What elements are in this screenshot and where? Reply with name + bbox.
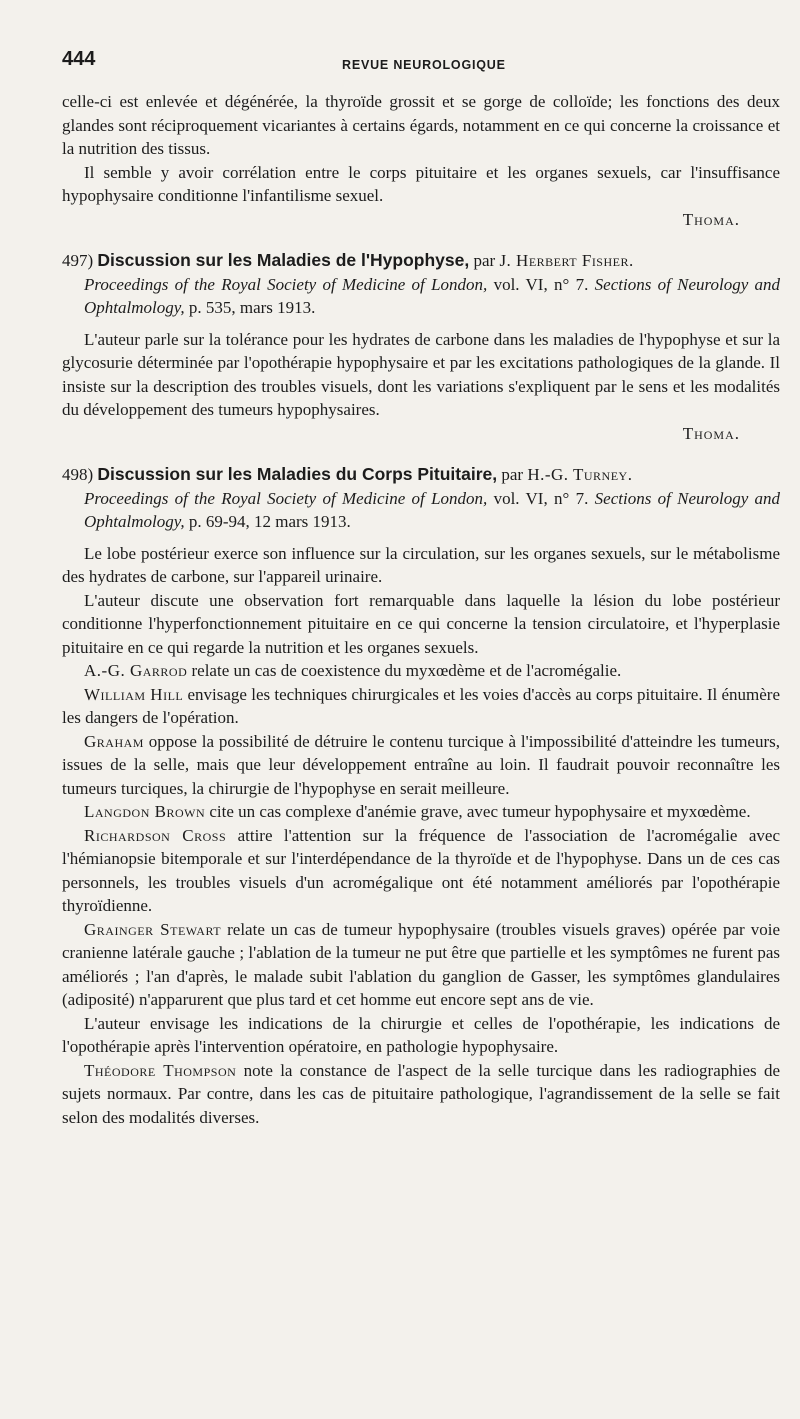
- intro-paragraph-2: Il semble y avoir corrélation entre le corps pituitaire et les organes sexuels, car l'insuffisance hypophysaire conditionne l'infantilisme sexuel.: [62, 162, 780, 205]
- paragraph-text: L'auteur envisage les indications de la chirurgie et celles de l'opothérapie, les indications de l'opothérapie après l'intervention opératoire, en pathologie hypophysaire.: [62, 1013, 780, 1056]
- cited-author: Richardson Cross: [84, 825, 227, 845]
- paragraph-text: note la constance de l'aspect de la selle turcique dans les radiographies de sujets normaux. Par contre, dans les cas de pituitaire pathologique, l'agrandissement de la selle se fait selon des modalités diverses.: [62, 1060, 780, 1127]
- page-header: [62, 48, 772, 76]
- paragraph-text: attire l'attention sur la fréquence de l'association de l'acromégalie avec l'hémianopsie bitemporale et sur l'interdépendance de la thyroïde et de l'hypophyse. Dans un de ces cas personnels, les troubles visuels d'un acromégalique ont été notamment améliorés par l'opothérapie thyroïdienne.: [62, 825, 781, 915]
- entry-497-title: Discussion sur les Maladies de l'Hypophyse,: [97, 250, 470, 270]
- entry-498-paragraph: [62, 589, 780, 660]
- entry-498-paragraph: [62, 1012, 780, 1059]
- entry-498-paragraph: [62, 824, 780, 918]
- entry-498-number: 498): [62, 465, 94, 484]
- entry-498-volume: vol. VI, n° 7.: [493, 488, 589, 508]
- entry-498-paragraph: [62, 800, 780, 824]
- entry-497-volume: vol. VI, n° 7.: [493, 274, 589, 294]
- entry-497-heading: [62, 249, 780, 320]
- entry-497-section: Sections of Neurology and Ophtalmology,: [84, 274, 781, 317]
- running-title: REVUE NEUROLOGIQUE: [342, 58, 506, 72]
- entry-498-paragraph: [62, 542, 780, 589]
- page-number: 444: [62, 48, 96, 70]
- entry-498-journal: Proceedings of the Royal Society of Medicine of London,: [84, 488, 488, 508]
- entry-498-paragraph: [62, 730, 780, 801]
- paragraph-text: oppose la possibilité de détruire le contenu turcique à l'impossibilité d'atteindre les tumeurs, issues de la selle, mais que leur développement entraîne au loin. Il faudrait pouvoir reconnaître les tumeurs turciques, la chirurgie de l'hypophyse en serait meilleure.: [62, 731, 780, 798]
- entry-498: [62, 463, 780, 1129]
- intro-paragraph-1: celle-ci est enlevée et dégénérée, la thyroïde grossit et se gorge de colloïde; les fonctions des deux glandes sont réciproquement vicariantes à certains égards, notamment en ce qui concerne la croissance et la nutrition des tissus.: [62, 92, 780, 158]
- cited-author: Graham: [84, 731, 144, 751]
- entry-498-title: Discussion sur les Maladies du Corps Pituitaire,: [97, 464, 498, 484]
- intro-signature: Thoma.: [682, 209, 740, 229]
- entry-498-paragraph: [62, 1059, 780, 1130]
- entry-498-heading: [62, 463, 780, 534]
- entry-498-paragraph: [62, 683, 780, 730]
- paragraph-text: cite un cas complexe d'anémie grave, avec tumeur hypophysaire et myxœdème.: [209, 802, 751, 821]
- paragraph-text: L'auteur discute une observation fort remarquable dans laquelle la lésion du lobe postérieur conditionne l'hyperfonctionnement pituitaire en ce qui concerne la tension circulatoire, et l'hyperplasie pituitaire en ce qui regarde la nutrition et les organes sexuels.: [62, 590, 780, 657]
- paragraph-text: Le lobe postérieur exerce son influence sur la circulation, sur les organes sexuels, sur le métabolisme des hydrates de carbone, sur l'appareil urinaire.: [62, 543, 780, 586]
- cited-author: A.-G. Garrod: [84, 661, 188, 680]
- entry-498-pages: p. 69-94, 12 mars 1913.: [188, 512, 351, 531]
- entry-497-signature: Thoma.: [682, 423, 740, 443]
- cited-author: Théodore Thompson: [84, 1060, 237, 1080]
- cited-author: William Hill: [84, 684, 184, 704]
- entry-498-paragraph: [62, 918, 780, 1012]
- entry-498-reference: [62, 487, 780, 534]
- entry-497-reference: [62, 273, 780, 320]
- paragraph-text: relate un cas de coexistence du myxœdème et de l'acromégalie.: [191, 661, 622, 680]
- entry-498-section: Sections of Neurology and Ophtalmology,: [84, 488, 781, 531]
- entry-497-text: L'auteur parle sur la tolérance pour les hydrates de carbone dans les maladies de l'hypophyse et sur la glycosurie déterminée par l'opothérapie hypophysaire et par les excitations pathologiques de la glande. Il insiste sur la description des troubles visuels, dont les variations s'expliquent par le sens et les modalités du développement des tumeurs hypophysaires.: [62, 329, 780, 419]
- entry-497-pages: p. 535, mars 1913.: [188, 298, 316, 317]
- paragraph-text: envisage les techniques chirurgicales et les voies d'accès au corps pituitaire. Il énumère les dangers de l'opération.: [62, 684, 781, 727]
- entry-497-author-prefix: par: [473, 251, 496, 270]
- paragraph-text: relate un cas de tumeur hypophysaire (troubles visuels graves) opérée par voie cranienne latérale gauche ; l'ablation de la tumeur ne put être que partielle et les symptômes ne furent pas améliorés ; l'an d'après, le malade subit l'ablation du ganglion de Gasser, les symptômes glandulaires (adiposité) n'apparurent que plus tard et cet homme eut encore sept ans de vie.: [62, 919, 780, 1009]
- cited-author: Grainger Stewart: [84, 919, 222, 939]
- entry-497: [62, 249, 780, 445]
- entry-498-author-prefix: par: [501, 465, 524, 484]
- page-body: [62, 90, 780, 1129]
- entry-497-author: J. Herbert Fisher.: [499, 251, 634, 270]
- entry-498-paragraph: [62, 659, 780, 683]
- cited-author: Langdon Brown: [84, 802, 206, 821]
- entry-497-journal: Proceedings of the Royal Society of Medicine of London,: [84, 274, 488, 294]
- entry-498-author: H.-G. Turney.: [527, 465, 633, 484]
- entry-497-number: 497): [62, 251, 94, 270]
